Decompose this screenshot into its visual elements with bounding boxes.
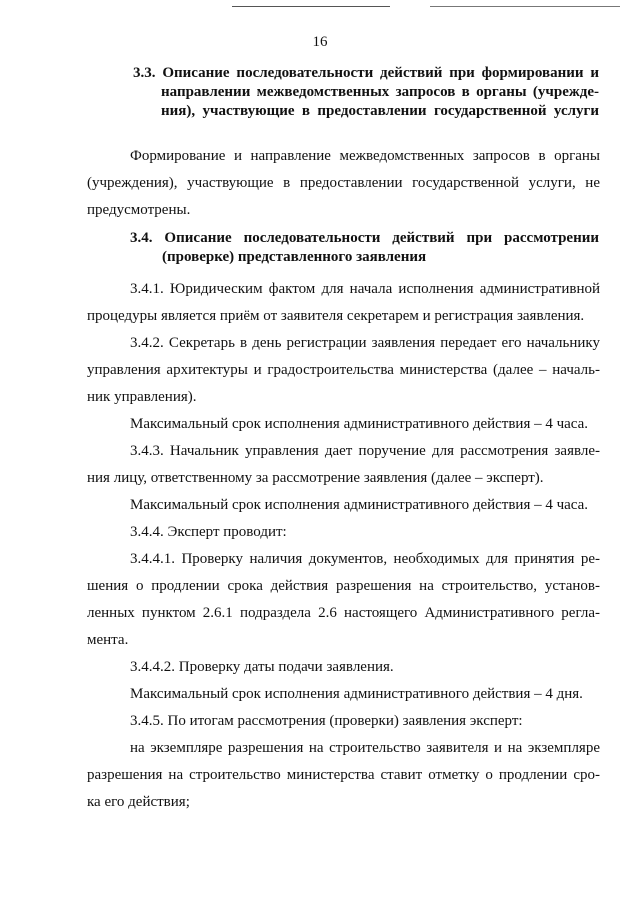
heading-line: Описание последовательности действий при рассмотрении xyxy=(164,230,599,246)
section-3-3-body xyxy=(87,143,600,224)
section-number: 3.3. xyxy=(133,65,156,81)
paragraph-3-4-5 xyxy=(87,708,600,735)
heading-line: Описание последовательности действий при формировании и xyxy=(162,65,599,81)
section-3-3-heading xyxy=(133,64,599,121)
body-line: управления архитектуры и градостроительства министерства (далее – началь- xyxy=(87,362,600,378)
body-line: процедуры является приём от заявителя секретарем и регистрация заявления. xyxy=(87,308,585,324)
body-line: 3.4.2. Секретарь в день регистрации заявления передает его начальнику xyxy=(130,335,600,351)
header-rule-right xyxy=(430,6,620,7)
paragraph-3-4-2 xyxy=(87,330,600,411)
header-rule xyxy=(232,6,390,7)
body-line: на экземпляре разрешения на строительство заявителя и на экземпляре xyxy=(130,740,600,756)
paragraph-max-time xyxy=(87,492,600,519)
body-line: (учреждения), участвующие в предоставлении государственной услуги, не xyxy=(87,175,600,191)
page-number: 16 xyxy=(312,34,328,50)
body-line: предусмотрены. xyxy=(87,202,191,218)
body-line: ния лицу, ответственному за рассмотрение заявления (далее – эксперт). xyxy=(87,470,544,486)
heading-line: направлении межведомственных запросов в органы (учрежде- xyxy=(161,84,599,100)
paragraph-3-4-3 xyxy=(87,438,600,492)
paragraph-max-time xyxy=(87,411,600,438)
body-line: 3.4.4.2. Проверку даты подачи заявления. xyxy=(130,659,394,675)
paragraph-mark-extension xyxy=(87,735,600,816)
body-line: ка его действия; xyxy=(87,794,190,810)
body-line: Формирование и направление межведомственных запросов в органы xyxy=(130,148,600,164)
body-line: ник управления). xyxy=(87,389,197,405)
body-line: 3.4.4. Эксперт проводит: xyxy=(130,524,287,540)
body-line: 3.4.1. Юридическим фактом для начала исполнения административной xyxy=(130,281,600,297)
paragraph-3-4-4 xyxy=(87,519,600,546)
section-3-4-heading xyxy=(130,229,599,267)
paragraph-3-4-1 xyxy=(87,276,600,330)
heading-line: (проверке) представленного заявления xyxy=(162,249,427,265)
body-line: Максимальный срок исполнения административного действия – 4 часа. xyxy=(130,497,589,513)
body-line: шения о продлении срока действия разрешения на строительство, установ- xyxy=(87,578,600,594)
heading-line: ния), участвующие в предоставлении государственной услуги xyxy=(161,103,599,119)
paragraph-max-time xyxy=(87,681,600,708)
section-number: 3.4. xyxy=(130,230,153,246)
body-line: мента. xyxy=(87,632,129,648)
body-line: ленных пунктом 2.6.1 подраздела 2.6 настоящего Административного регла- xyxy=(87,605,600,621)
body-line: 3.4.3. Начальник управления дает поручение для рассмотрения заявле- xyxy=(130,443,600,459)
body-line: разрешения на строительство министерства ставит отметку о продлении сро- xyxy=(87,767,600,783)
paragraph-3-4-4-1 xyxy=(87,546,600,654)
body-line: 3.4.4.1. Проверку наличия документов, необходимых для принятия ре- xyxy=(130,551,600,567)
body-line: Максимальный срок исполнения административного действия – 4 часа. xyxy=(130,416,589,432)
body-line: 3.4.5. По итогам рассмотрения (проверки) заявления эксперт: xyxy=(130,713,523,729)
body-line: Максимальный срок исполнения административного действия – 4 дня. xyxy=(130,686,583,702)
paragraph-3-4-4-2 xyxy=(87,654,600,681)
section-3-4-body xyxy=(87,276,600,816)
